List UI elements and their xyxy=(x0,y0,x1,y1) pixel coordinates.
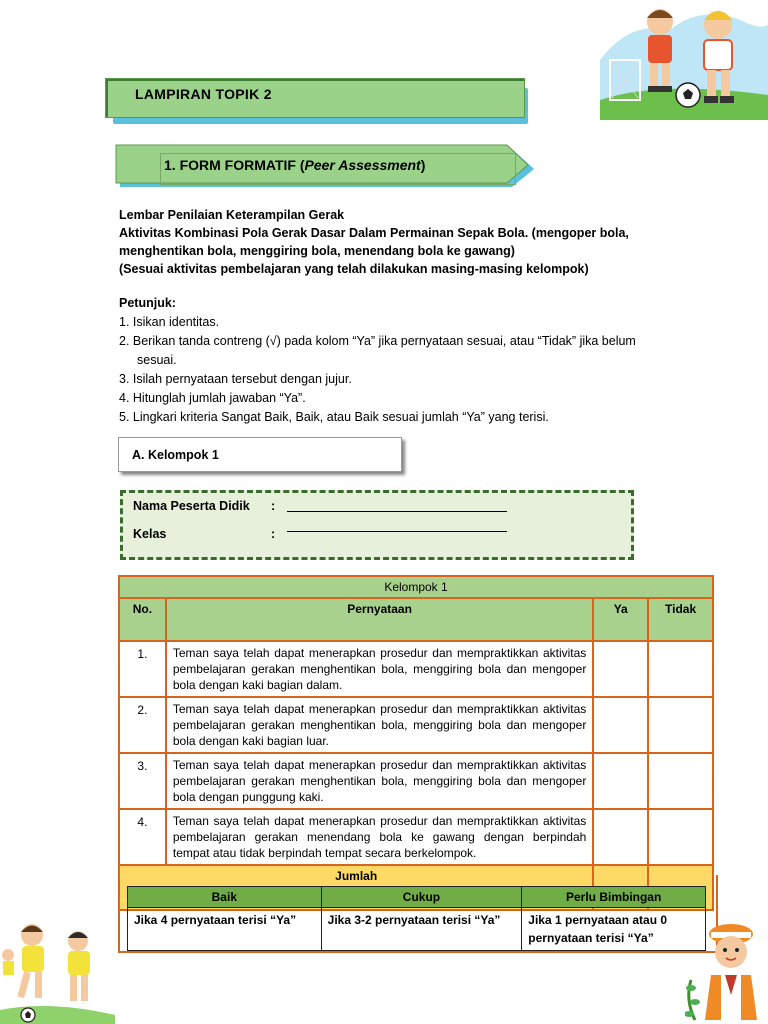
identity-box xyxy=(120,490,634,560)
tidak-checkbox-cell[interactable] xyxy=(648,809,713,865)
petunjuk-item: sesuai. xyxy=(137,353,177,367)
kelas-label: Kelas xyxy=(133,527,167,541)
criteria-header-baik: Baik xyxy=(128,887,322,908)
tidak-checkbox-cell[interactable] xyxy=(648,641,713,697)
criteria-table xyxy=(127,886,706,951)
form-title-italic: Peer Assessment xyxy=(304,157,421,173)
table-row xyxy=(119,697,713,753)
intro-line-1: Lembar Penilaian Keterampilan Gerak xyxy=(119,208,345,222)
header-no: No. xyxy=(119,598,166,641)
form-title-prefix: 1. FORM FORMATIF ( xyxy=(164,157,305,173)
form-title xyxy=(164,157,425,173)
scout-girl-illustration xyxy=(685,920,768,1024)
ya-checkbox-cell[interactable] xyxy=(593,753,648,809)
criteria-header-perlu-bimbingan: Perlu Bimbingan xyxy=(522,887,706,908)
intro-line-2: Aktivitas Kombinasi Pola Gerak Dasar Dalam Permainan Sepak Bola. (mengoper bola, xyxy=(119,226,629,240)
row-statement: Teman saya telah dapat menerapkan prosedur dan mempraktikkan aktivitas pembelajaran gerakan menendang bola ke gawang dengan berpindah tempat atau tidak berpindah tempat secara berkelompok. xyxy=(166,809,593,865)
nama-colon: : xyxy=(271,499,276,513)
header-ya: Ya xyxy=(593,598,648,641)
criteria-perlu-bimbingan[interactable]: Jika 1 pernyataan atau 0 pernyataan terisi “Ya” xyxy=(522,908,706,951)
header-tidak: Tidak xyxy=(648,598,713,641)
petunjuk-heading: Petunjuk: xyxy=(119,296,176,310)
table-title: Kelompok 1 xyxy=(119,576,713,598)
ya-checkbox-cell[interactable] xyxy=(593,641,648,697)
intro-line-3: menghentikan bola, menggiring bola, menendang bola ke gawang) xyxy=(119,244,515,258)
ya-checkbox-cell[interactable] xyxy=(593,809,648,865)
intro-line-4: (Sesuai aktivitas pembelajaran yang telah dilakukan masing-masing kelompok) xyxy=(119,262,589,276)
nama-input-line[interactable] xyxy=(287,511,507,512)
assessment-table xyxy=(118,575,714,911)
nama-label: Nama Peserta Didik xyxy=(133,499,250,513)
petunjuk-item: 3. Isilah pernyataan tersebut dengan jujur. xyxy=(119,372,352,386)
criteria-baik[interactable]: Jika 4 pernyataan terisi “Ya” xyxy=(128,908,322,951)
row-statement: Teman saya telah dapat menerapkan prosedur dan mempraktikkan aktivitas pembelajaran gerakan menghentikan bola, menggiring bola dan mengoper bola dengan punggung kaki. xyxy=(166,753,593,809)
petunjuk-item: 4. Hitunglah jumlah jawaban “Ya”. xyxy=(119,391,306,405)
intro-block xyxy=(119,206,719,278)
ya-checkbox-cell[interactable] xyxy=(593,697,648,753)
tidak-checkbox-cell[interactable] xyxy=(648,697,713,753)
petunjuk-item: 5. Lingkari kriteria Sangat Baik, Baik, atau Baik sesuai jumlah “Ya” yang terisi. xyxy=(119,410,549,424)
jumlah-label: Jumlah xyxy=(119,865,593,910)
table-row xyxy=(119,809,713,865)
row-no: 3. xyxy=(119,753,166,809)
section-a-header xyxy=(118,437,403,473)
petunjuk-item: 1. Isikan identitas. xyxy=(119,315,220,329)
header-pernyataan: Pernyataan xyxy=(166,598,593,641)
kelas-input-line[interactable] xyxy=(287,531,507,532)
tidak-checkbox-cell[interactable] xyxy=(648,753,713,809)
criteria-header-cukup: Cukup xyxy=(321,887,522,908)
petunjuk-block xyxy=(119,294,719,427)
criteria-cukup[interactable]: Jika 3-2 pernyataan terisi “Ya” xyxy=(321,908,522,951)
topik-title: LAMPIRAN TOPIK 2 xyxy=(135,86,272,102)
kelas-colon: : xyxy=(271,527,276,541)
row-no: 1. xyxy=(119,641,166,697)
form-title-suffix: ) xyxy=(420,157,426,173)
players-illustration xyxy=(0,915,115,1024)
table-row xyxy=(119,641,713,697)
section-a-label: A. Kelompok 1 xyxy=(132,448,219,462)
row-no: 2. xyxy=(119,697,166,753)
table-row xyxy=(119,753,713,809)
kids-football-illustration xyxy=(600,0,768,120)
row-statement: Teman saya telah dapat menerapkan prosedur dan mempraktikkan aktivitas pembelajaran gerakan menghentikan bola, menggiring bola dan mengoper bola dengan kaki bagian luar. xyxy=(166,697,593,753)
petunjuk-item: 2. Berikan tanda contreng (√) pada kolom “Ya” jika pernyataan sesuai, atau “Tidak” jika belum xyxy=(119,334,636,348)
row-statement: Teman saya telah dapat menerapkan prosedur dan mempraktikkan aktivitas pembelajaran gerakan menghentikan bola, menggiring bola dan mengoper bola dengan kaki bagian dalam. xyxy=(166,641,593,697)
topik-banner xyxy=(105,78,530,128)
form-banner xyxy=(112,143,537,193)
row-no: 4. xyxy=(119,809,166,865)
